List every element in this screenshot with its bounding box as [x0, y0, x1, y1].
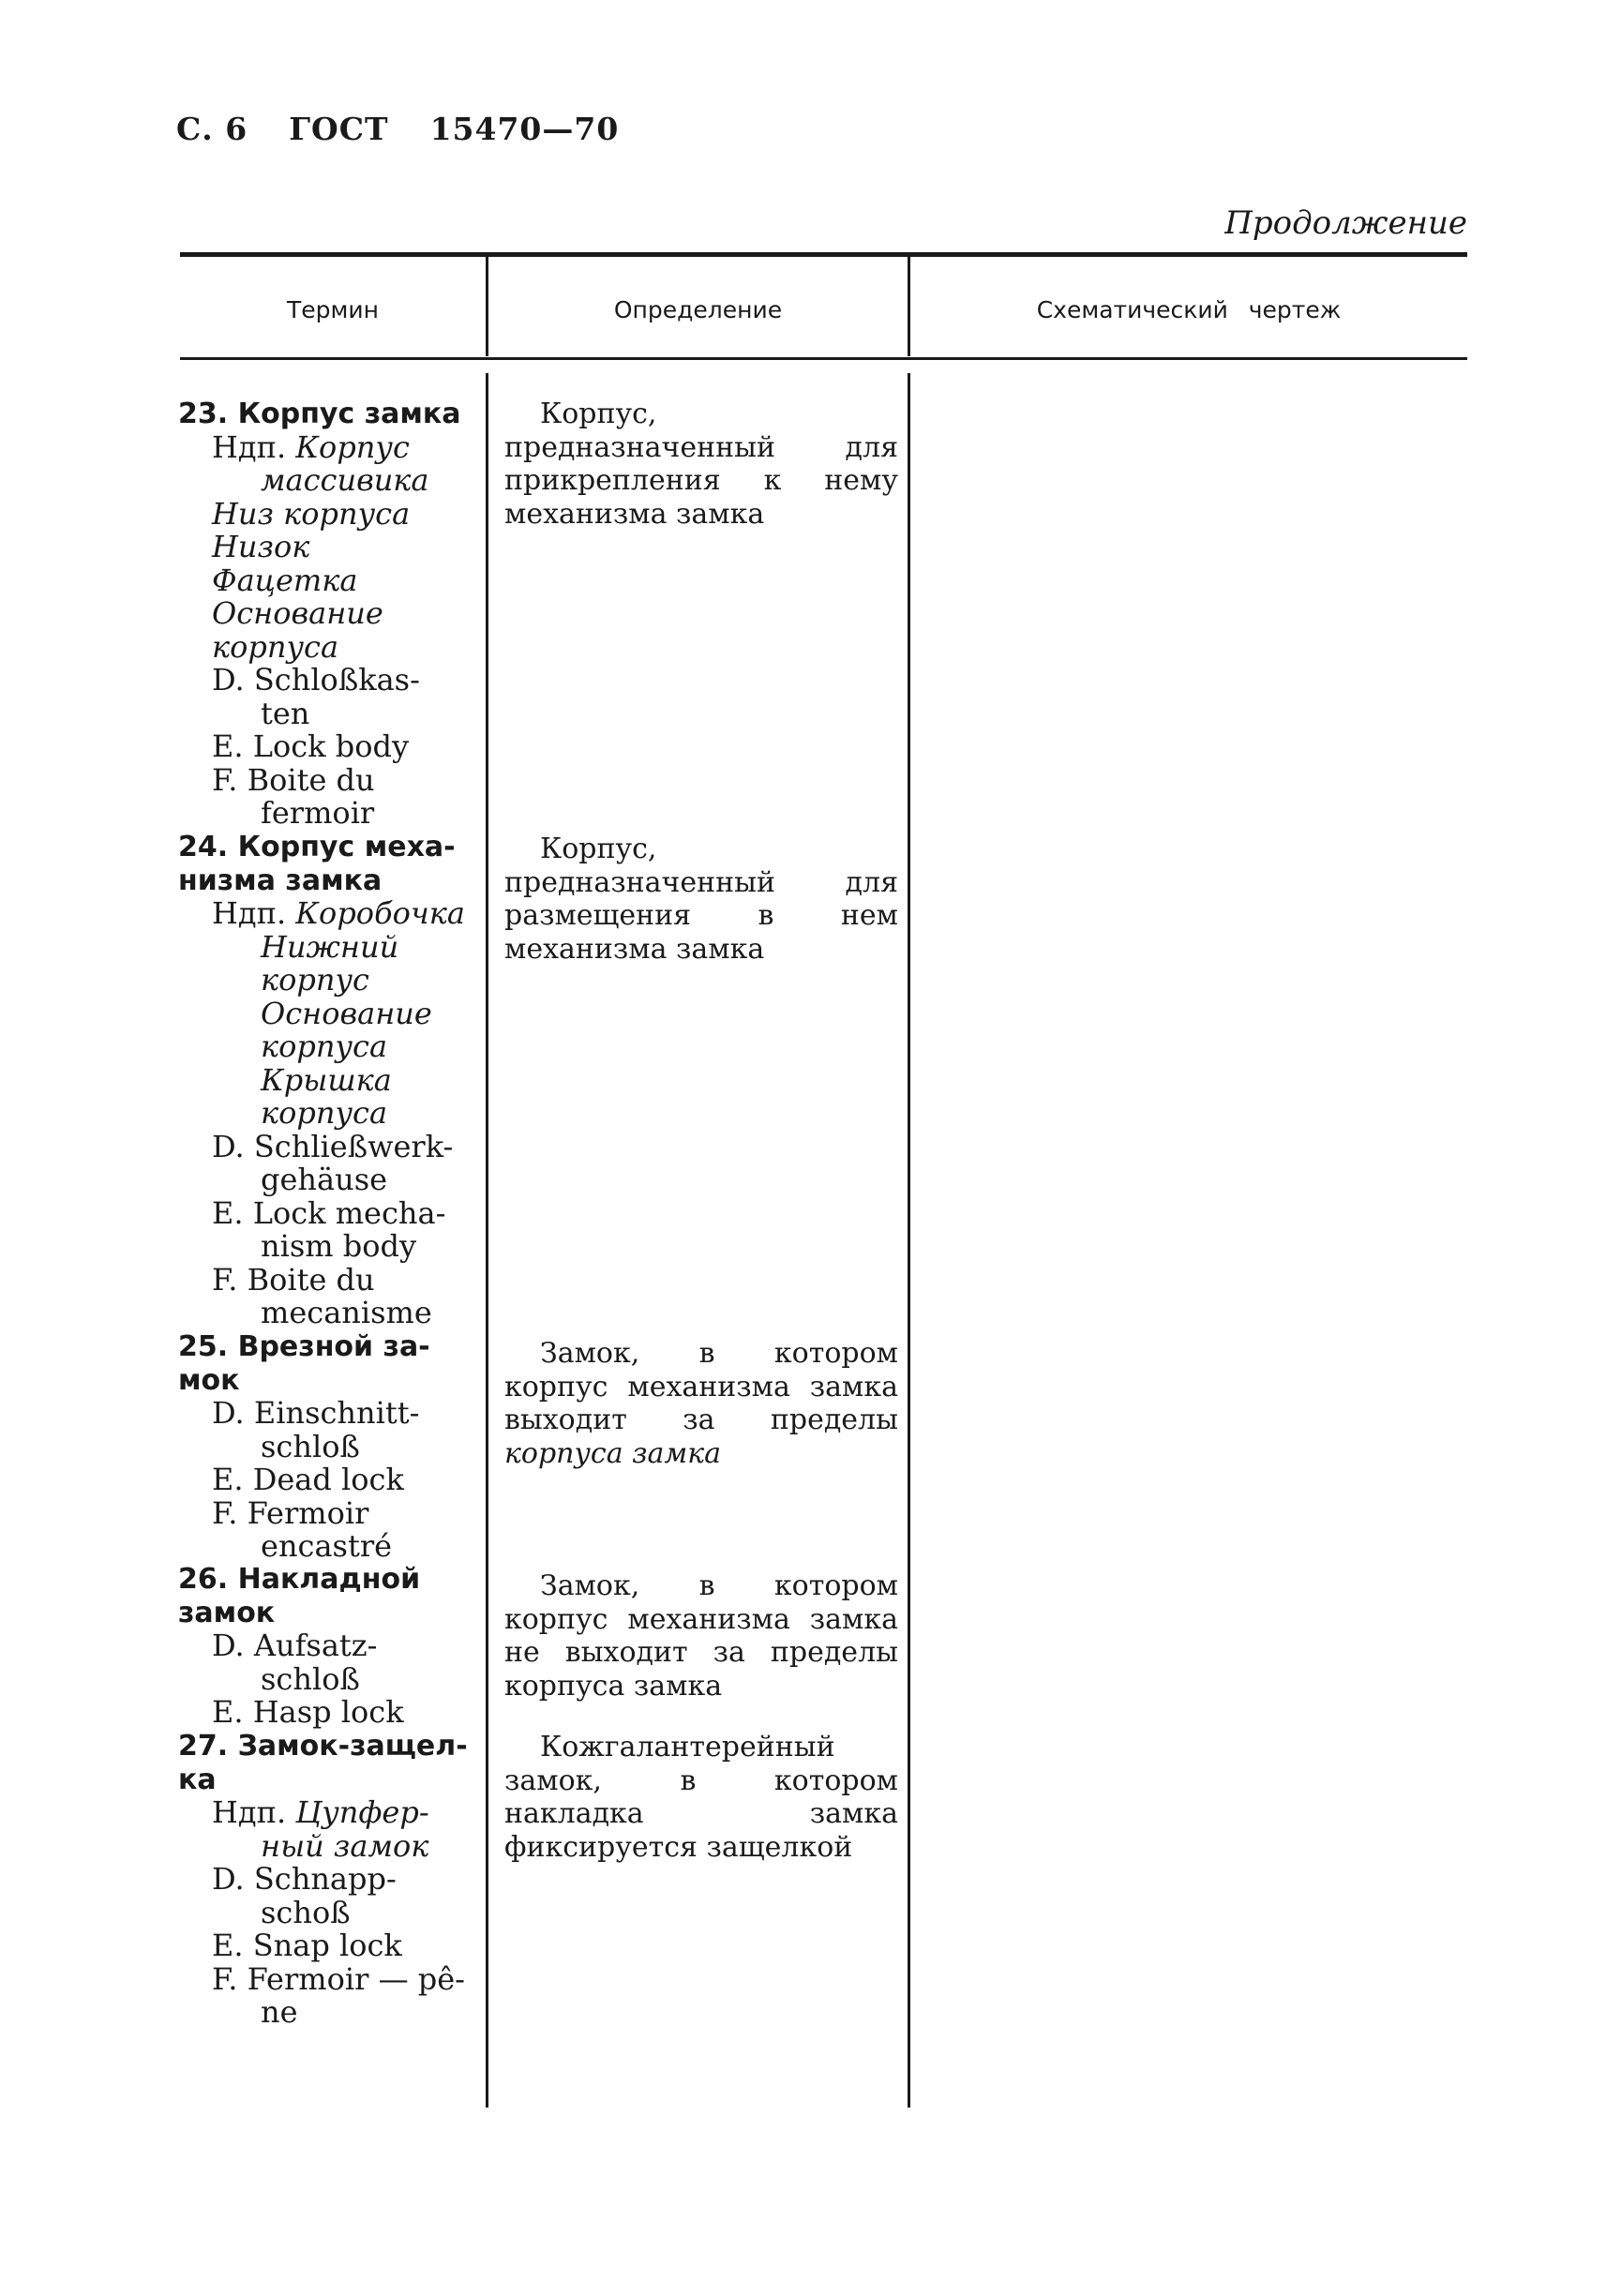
term-line: E. Lock body	[212, 728, 410, 764]
term-line: ten	[261, 695, 310, 731]
column-header-term: Термин	[287, 296, 379, 323]
column-header-definition: Определение	[613, 296, 783, 323]
term-line: D. Schloßkas-	[212, 662, 420, 698]
term-line: Низ корпуса	[212, 495, 411, 532]
term-line: ne	[261, 1994, 298, 2030]
term-line: D. Schließwerk-	[212, 1128, 454, 1164]
term-title: 23. Корпус замка	[178, 398, 461, 430]
term-line: Ндп. Коробочка	[212, 895, 465, 931]
term-title: 26. Накладной	[178, 1563, 421, 1596]
term-line: mecanisme	[261, 1295, 432, 1330]
term-line: F. Boite du	[212, 1261, 375, 1298]
term-entry-26	[178, 1563, 497, 1730]
definition-27: Кожгалантерейный замок, в котором накладка замка фиксируется защелкой	[504, 1731, 898, 1864]
term-line: fermoir	[261, 795, 375, 831]
term-line: D. Schnapp-	[212, 1861, 397, 1897]
term-line: E. Lock mecha-	[212, 1194, 446, 1231]
term-line: D. Aufsatz-	[212, 1628, 378, 1663]
term-title: ка	[178, 1763, 217, 1796]
continuation-label: Продолжение	[1224, 204, 1467, 242]
term-line: Ндп. Корпус	[212, 428, 410, 465]
term-line: Нижний	[261, 928, 399, 965]
term-line: массивика	[261, 462, 429, 498]
term-line: schloß	[261, 1428, 360, 1464]
standard-label: ГОСТ	[289, 111, 389, 147]
term-line: schoß	[261, 1894, 351, 1930]
term-line: корпуса	[261, 1028, 388, 1064]
term-title: 25. Врезной за-	[178, 1330, 430, 1363]
term-line: F. Boite du	[212, 761, 375, 798]
definition-25: Замок, в котором корпус механизма замка выходит за пределы корпуса замка	[504, 1337, 898, 1470]
term-line: Фацетка	[212, 562, 358, 598]
term-line: Ндп. Цупфер-	[212, 1794, 429, 1830]
term-line: gehäuse	[261, 1162, 388, 1197]
term-title: мок	[178, 1363, 240, 1397]
term-title: 27. Замок-защел-	[178, 1730, 468, 1763]
term-line: корпуса	[212, 628, 339, 665]
term-line: корпус	[261, 962, 369, 998]
definition-26: Замок, в котором корпус механизма замка не выходит за пределы корпуса замка	[504, 1569, 898, 1703]
term-line: schloß	[261, 1660, 360, 1697]
term-line: nism body	[261, 1228, 417, 1264]
term-line: E. Dead lock	[212, 1462, 404, 1497]
term-entry-27	[178, 1730, 497, 2030]
page-header	[176, 111, 660, 147]
term-line: корпуса	[261, 1095, 388, 1131]
definition-24: Корпус, предназначенный для размещения в нем механизма замка	[504, 833, 898, 966]
term-line: encastré	[261, 1528, 393, 1564]
term-line: D. Einschnitt-	[212, 1395, 420, 1431]
term-line: F. Fermoir	[212, 1494, 369, 1531]
term-title: замок	[178, 1596, 276, 1629]
term-line: Низок	[212, 529, 310, 564]
term-line: F. Fermoir — pê-	[212, 1960, 465, 1997]
term-title: 24. Корпус меха-	[178, 831, 456, 863]
term-line: Основание	[212, 595, 383, 631]
term-line: Основание	[261, 995, 432, 1031]
table-top-rule	[180, 252, 1467, 257]
term-line: Крышка	[261, 1061, 392, 1098]
definition-23: Корпус, предназначенный для прикрепления к нему механизма замка	[504, 398, 898, 531]
term-title: низма замка	[178, 863, 383, 897]
term-entry-25	[178, 1330, 497, 1564]
term-line: E. Hasp lock	[212, 1694, 404, 1730]
column-header-drawing: Схематический чертеж	[1036, 296, 1342, 323]
column-divider-2-body	[908, 373, 910, 2108]
term-entry-24	[178, 831, 497, 1330]
standard-number: 15470—70	[429, 111, 620, 147]
term-line: ный замок	[261, 1827, 429, 1864]
term-entry-23	[178, 398, 497, 831]
header-bottom-rule	[180, 357, 1467, 360]
page-number: С. 6	[176, 111, 248, 147]
term-line: E. Snap lock	[212, 1928, 402, 1963]
